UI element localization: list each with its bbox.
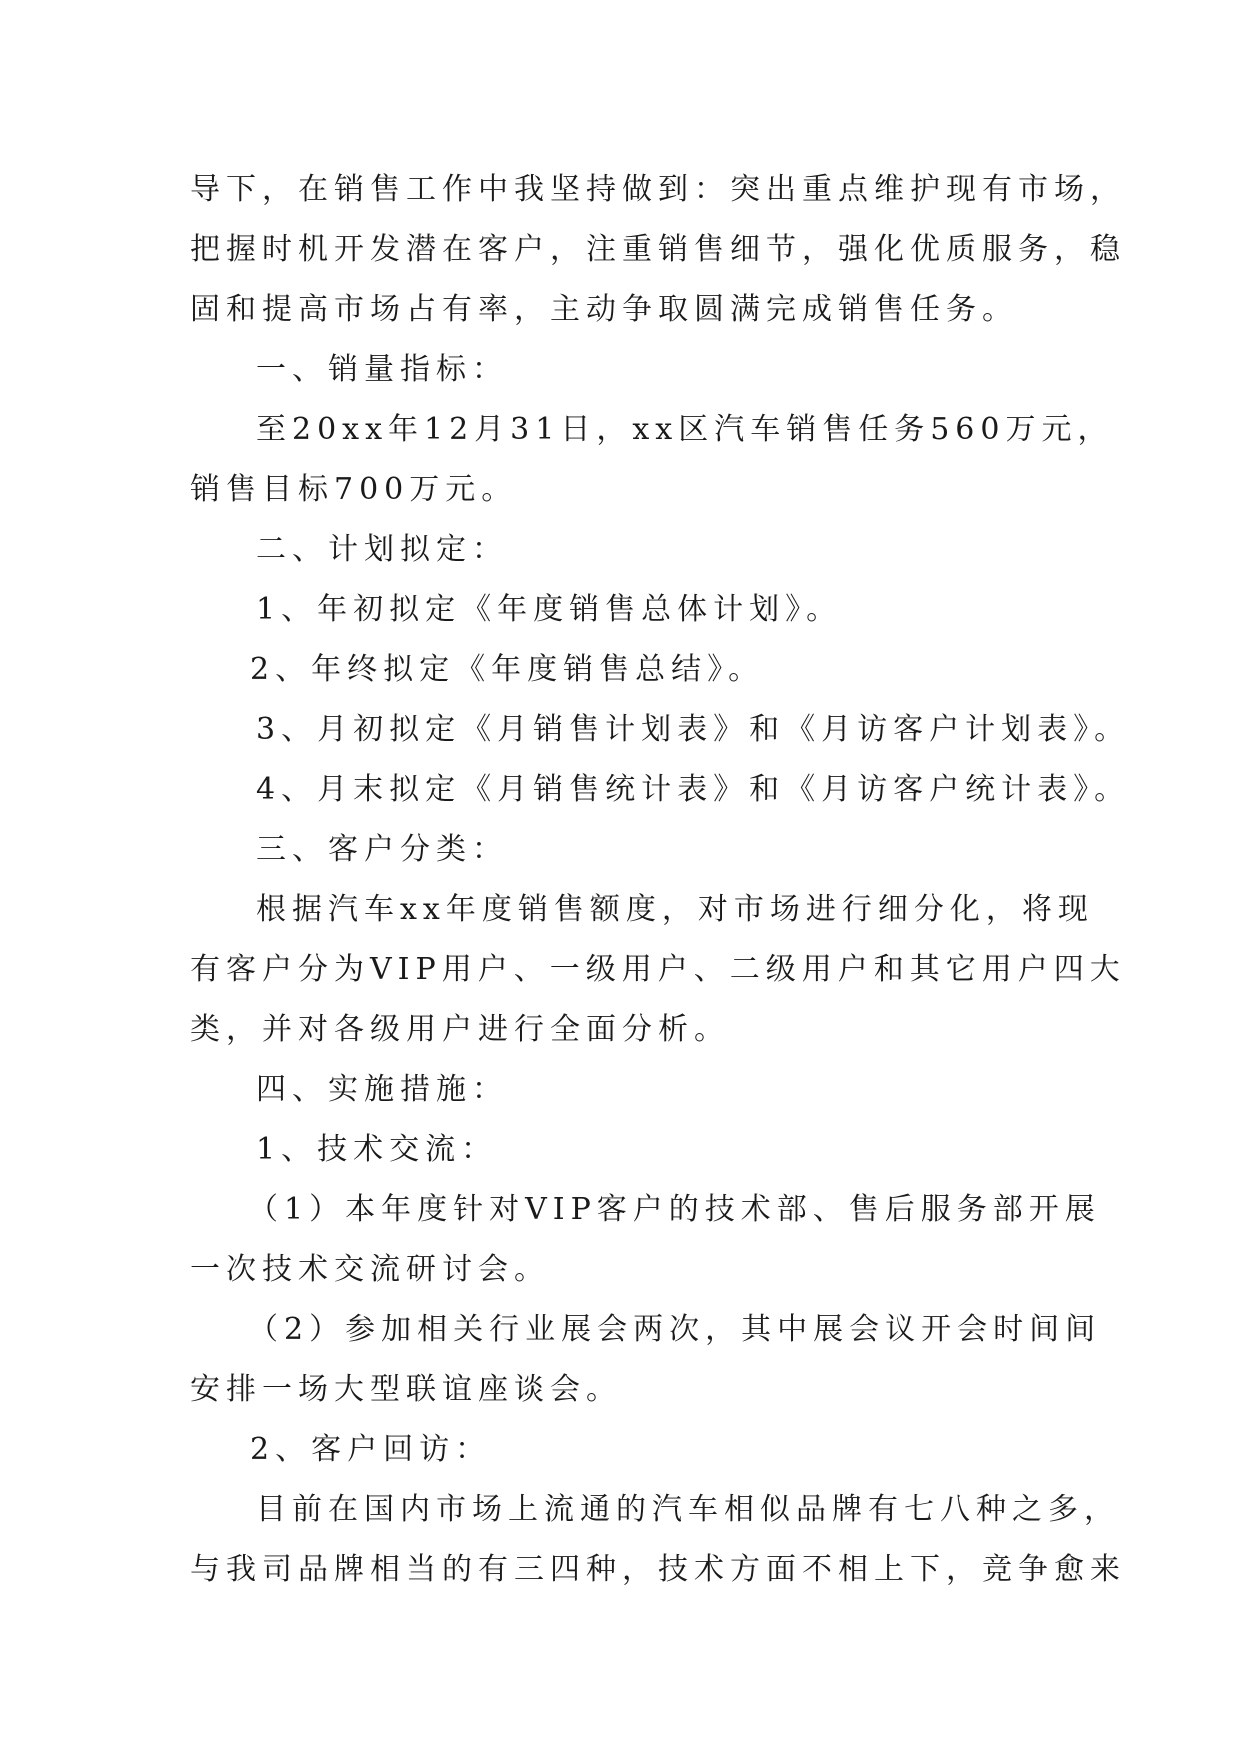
paragraph-line: 目前在国内市场上流通的汽车相似品牌有七八种之多，	[256, 1492, 1120, 1527]
list-item: 3、月初拟定《月销售计划表》和《月访客户计划表》。	[256, 712, 1131, 747]
paragraph-line: 类，并对各级用户进行全面分析。	[190, 1012, 730, 1047]
section-heading: 一、销量指标：	[256, 352, 508, 387]
paragraph-line: 有客户分为VIP用户、一级用户、二级用户和其它用户四大	[190, 952, 1126, 987]
paragraph-line: 一次技术交流研讨会。	[190, 1252, 550, 1287]
paragraph-line: 与我司品牌相当的有三四种，技术方面不相上下，竞争愈来	[190, 1552, 1126, 1587]
paragraph-line: （2）参加相关行业展会两次，其中展会议开会时间间	[248, 1312, 1102, 1347]
paragraph-line: 导下，在销售工作中我坚持做到：突出重点维护现有市场，	[190, 172, 1126, 207]
paragraph-line: 安排一场大型联谊座谈会。	[190, 1372, 622, 1407]
subsection-heading: 1、技术交流：	[256, 1132, 498, 1167]
paragraph-line: 固和提高市场占有率，主动争取圆满完成销售任务。	[190, 292, 1018, 327]
paragraph-line: 根据汽车xx年度销售额度，对市场进行细分化，将现	[256, 892, 1094, 927]
paragraph-line: 至20xx年12月31日，xx区汽车销售任务560万元，	[256, 412, 1114, 447]
list-item: 2、年终拟定《年度销售总结》。	[250, 652, 765, 687]
section-heading: 三、客户分类：	[256, 832, 508, 867]
section-heading: 四、实施措施：	[256, 1072, 508, 1107]
list-item: 1、年初拟定《年度销售总体计划》。	[256, 592, 843, 627]
list-item: 4、月末拟定《月销售统计表》和《月访客户统计表》。	[256, 772, 1131, 807]
subsection-heading: 2、客户回访：	[250, 1432, 492, 1467]
paragraph-line: 销售目标700万元。	[190, 472, 518, 507]
paragraph-line: （1）本年度针对VIP客户的技术部、售后服务部开展	[248, 1192, 1101, 1227]
document-body	[190, 160, 1131, 1600]
paragraph-line: 把握时机开发潜在客户，注重销售细节，强化优质服务，稳	[190, 232, 1126, 267]
section-heading: 二、计划拟定：	[256, 532, 508, 567]
